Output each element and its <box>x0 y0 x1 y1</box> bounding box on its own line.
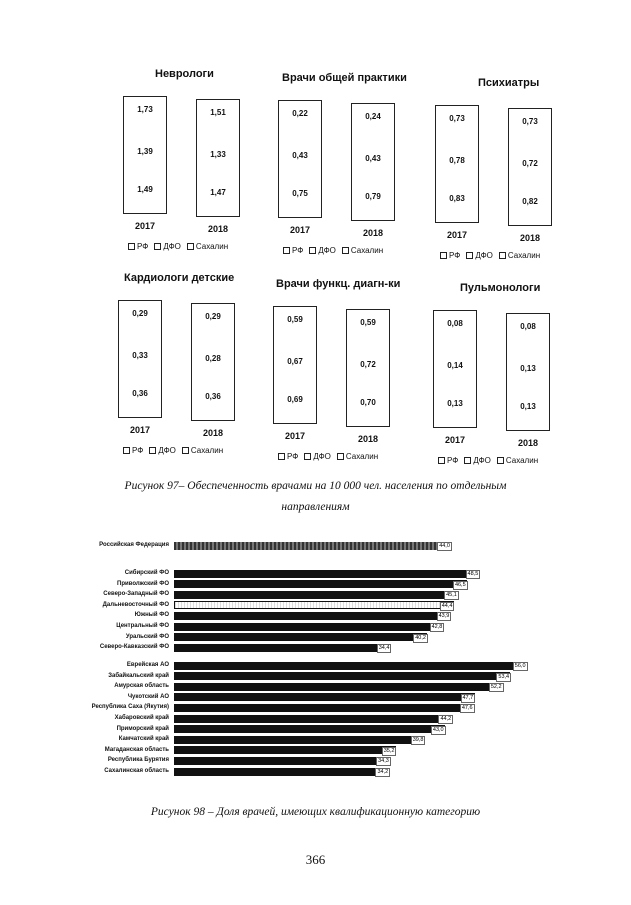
segment-value-label: 0,67 <box>287 357 303 366</box>
bar-value-label: 47,7 <box>462 694 474 701</box>
segment-value-label: 0,28 <box>205 354 221 363</box>
legend <box>128 242 234 251</box>
legend-item: Сахалин <box>182 446 223 455</box>
legend-swatch <box>342 247 349 254</box>
bar <box>174 757 390 765</box>
segment-value-label: 0,73 <box>522 117 538 126</box>
legend-swatch <box>128 243 135 250</box>
legend-item: РФ <box>438 456 458 465</box>
legend-item: ДФО <box>304 452 331 461</box>
stacked-bar <box>278 100 322 218</box>
segment-value-label: 0,14 <box>447 361 463 370</box>
legend-swatch <box>182 447 189 454</box>
year-label: 2017 <box>130 425 151 435</box>
panel-title: Пульмонологи <box>460 282 541 294</box>
legend-item: РФ <box>278 452 298 461</box>
legend-item: РФ <box>123 446 143 455</box>
legend <box>278 452 384 461</box>
stacked-bar <box>273 306 317 424</box>
bar-category-label: Магаданская область <box>104 746 169 753</box>
stacked-bar <box>435 105 479 223</box>
bar-category-label: Приволжский ФО <box>117 580 169 587</box>
bar-value-label: 34,4 <box>378 645 390 652</box>
bar <box>174 715 452 723</box>
legend-swatch <box>278 453 285 460</box>
legend-item: Сахалин <box>342 246 383 255</box>
segment-value-label: 0,82 <box>522 197 538 206</box>
segment-value-label: 0,78 <box>449 156 465 165</box>
segment-value-label: 0,72 <box>360 360 376 369</box>
bar-value-label: 44,2 <box>440 716 452 722</box>
legend-item: РФ <box>128 242 148 251</box>
legend-item: Сахалин <box>187 242 228 251</box>
bar-value-label: 44,0 <box>439 543 450 549</box>
segment-value-label: 0,73 <box>449 114 465 123</box>
legend-swatch <box>154 243 161 250</box>
legend-item: ДФО <box>309 246 336 255</box>
segment-value-label: 0,22 <box>292 109 308 118</box>
bar <box>174 672 510 680</box>
segment-value-label: 0,24 <box>365 112 381 121</box>
year-label: 2018 <box>520 233 541 243</box>
bar <box>174 591 458 599</box>
legend-swatch <box>464 457 471 464</box>
year-label: 2017 <box>135 221 156 231</box>
year-label: 2018 <box>358 434 379 444</box>
legend-swatch <box>149 447 156 454</box>
segment-value-label: 0,08 <box>520 322 536 331</box>
bar <box>174 704 474 712</box>
stacked-bar <box>191 303 235 421</box>
legend-item: Сахалин <box>337 452 378 461</box>
segment-value-label: 0,13 <box>447 399 463 408</box>
legend <box>440 251 546 260</box>
segment-value-label: 0,59 <box>360 318 376 327</box>
bar <box>174 542 451 550</box>
legend-item: Сахалин <box>497 456 538 465</box>
year-label: 2018 <box>363 228 384 238</box>
bar-value-label: 40,2 <box>415 634 426 641</box>
bar <box>174 633 427 641</box>
bar <box>174 623 444 631</box>
panel-title: Кардиологи детские <box>124 272 235 284</box>
segment-value-label: 1,33 <box>210 150 226 159</box>
bar <box>174 746 396 754</box>
segment-value-label: 0,13 <box>520 402 536 411</box>
legend-item: ДФО <box>149 446 176 455</box>
bar-value-label: 42,8 <box>431 624 443 630</box>
segment-value-label: 1,51 <box>210 108 226 117</box>
stacked-bar <box>351 103 395 221</box>
stacked-bar <box>506 313 550 431</box>
bar <box>174 683 503 691</box>
year-label: 2018 <box>518 438 539 448</box>
segment-value-label: 0,36 <box>205 392 221 401</box>
segment-value-label: 0,43 <box>292 151 308 160</box>
year-label: 2017 <box>447 230 468 240</box>
bar-category-label: Чукотский АО <box>127 693 169 700</box>
segment-value-label: 0,72 <box>522 159 538 168</box>
legend-item: ДФО <box>154 242 181 251</box>
bar-value-label: 53,4 <box>498 673 510 680</box>
segment-value-label: 0,29 <box>132 309 148 318</box>
panel-title: Врачи функц. диагн-ки <box>276 278 401 290</box>
bar <box>174 693 475 701</box>
legend-swatch <box>466 252 473 259</box>
year-label: 2018 <box>208 224 229 234</box>
legend-swatch <box>337 453 344 460</box>
segment-value-label: 1,73 <box>137 105 153 114</box>
legend-swatch <box>187 243 194 250</box>
bar-category-label: Сибирский ФО <box>124 570 169 576</box>
legend <box>123 446 229 455</box>
bar-category-label: Южный ФО <box>134 612 169 619</box>
legend-swatch <box>440 252 447 259</box>
bar-category-label: Уральский ФО <box>125 633 169 640</box>
segment-value-label: 0,70 <box>360 398 376 407</box>
bar-category-label: Камчатский край <box>118 736 169 743</box>
panel-title: Психиатры <box>478 77 540 89</box>
segment-value-label: 0,69 <box>287 395 303 404</box>
stacked-bar <box>196 99 240 217</box>
segment-value-label: 1,39 <box>137 147 153 156</box>
bar-value-label: 48,5 <box>467 571 479 577</box>
bar-value-label: 45,1 <box>446 592 457 599</box>
legend-swatch <box>283 247 290 254</box>
bar-category-label: Сахалинская область <box>104 768 169 774</box>
bar <box>174 644 391 652</box>
segment-value-label: 0,59 <box>287 315 303 324</box>
bar <box>174 725 445 733</box>
stacked-bar <box>123 96 167 214</box>
bar-category-label: Забайкальский край <box>108 672 169 679</box>
legend-swatch <box>309 247 316 254</box>
year-label: 2017 <box>285 431 306 441</box>
bar-category-label: Республика Бурятия <box>107 757 169 764</box>
bar-category-label: Северо-Западный ФО <box>103 591 169 598</box>
bar-value-label: 47,6 <box>461 705 473 712</box>
stacked-bar <box>118 300 162 418</box>
bar-category-label: Дальневосточный ФО <box>102 601 169 608</box>
bar-value-label: 43,0 <box>432 726 444 733</box>
legend <box>438 456 544 465</box>
segment-value-label: 1,47 <box>210 188 226 197</box>
bar-category-label: Еврейская АО <box>126 662 169 668</box>
bar-value-label: 44,4 <box>441 602 453 609</box>
figure-97-caption: Рисунок 97– Обеспеченность врачами на 10 000 чел. населения по отдельным <box>124 480 507 492</box>
legend-swatch <box>438 457 445 464</box>
segment-value-label: 0,79 <box>365 192 381 201</box>
legend-swatch <box>499 252 506 259</box>
year-label: 2017 <box>290 225 311 235</box>
legend-swatch <box>123 447 130 454</box>
legend-swatch <box>497 457 504 464</box>
page-number: 366 <box>305 852 326 867</box>
segment-value-label: 0,08 <box>447 319 463 328</box>
bar-value-label: 43,9 <box>438 613 450 620</box>
segment-value-label: 1,49 <box>137 185 153 194</box>
bar-value-label: 56,0 <box>514 663 526 669</box>
legend-item: ДФО <box>464 456 491 465</box>
stacked-bar <box>433 310 477 428</box>
segment-value-label: 0,83 <box>449 194 465 203</box>
bar-value-label: 46,5 <box>454 581 466 588</box>
bar-value-label: 39,8 <box>412 737 424 744</box>
legend-item: Сахалин <box>499 251 540 260</box>
segment-value-label: 0,36 <box>132 389 148 398</box>
segment-value-label: 0,13 <box>520 364 536 373</box>
bar-category-label: Республика Саха (Якутия) <box>91 704 169 711</box>
bar-value-label: 52,2 <box>490 684 502 691</box>
bar-value-label: 34,3 <box>378 758 389 765</box>
year-label: 2018 <box>203 428 224 438</box>
stacked-bar <box>346 309 390 427</box>
legend-swatch <box>304 453 311 460</box>
legend-item: РФ <box>440 251 460 260</box>
bar-category-label: Хабаровский край <box>114 715 169 721</box>
bar <box>174 768 389 776</box>
bar-category-label: Амурская область <box>114 683 169 690</box>
legend <box>283 246 389 255</box>
stacked-bar <box>508 108 552 226</box>
figure-97-caption-line2: направлениям <box>281 501 350 513</box>
bar <box>174 580 467 588</box>
legend-item: ДФО <box>466 251 493 260</box>
bar-value-label: 34,2 <box>377 769 389 775</box>
bar-category-label: Центральный ФО <box>116 623 169 629</box>
panel-title: Врачи общей практики <box>282 72 407 84</box>
bar <box>174 601 454 609</box>
bar-category-label: Приморский край <box>116 725 169 732</box>
bar <box>174 612 451 620</box>
segment-value-label: 0,75 <box>292 189 308 198</box>
year-label: 2017 <box>445 435 466 445</box>
segment-value-label: 0,33 <box>132 351 148 360</box>
panel-title: Неврологи <box>155 68 214 80</box>
bar <box>174 570 480 578</box>
bar-category-label: Северо-Кавказский ФО <box>99 644 169 651</box>
bar-value-label: 35,2 <box>383 747 395 754</box>
bar-category-label: Российская Федерация <box>99 542 169 548</box>
legend-item: РФ <box>283 246 303 255</box>
bar <box>174 662 527 670</box>
segment-value-label: 0,43 <box>365 154 381 163</box>
segment-value-label: 0,29 <box>205 312 221 321</box>
bar <box>174 736 425 744</box>
figure-98-caption: Рисунок 98 – Доля врачей, имеющих квалификационную категорию <box>150 806 481 818</box>
